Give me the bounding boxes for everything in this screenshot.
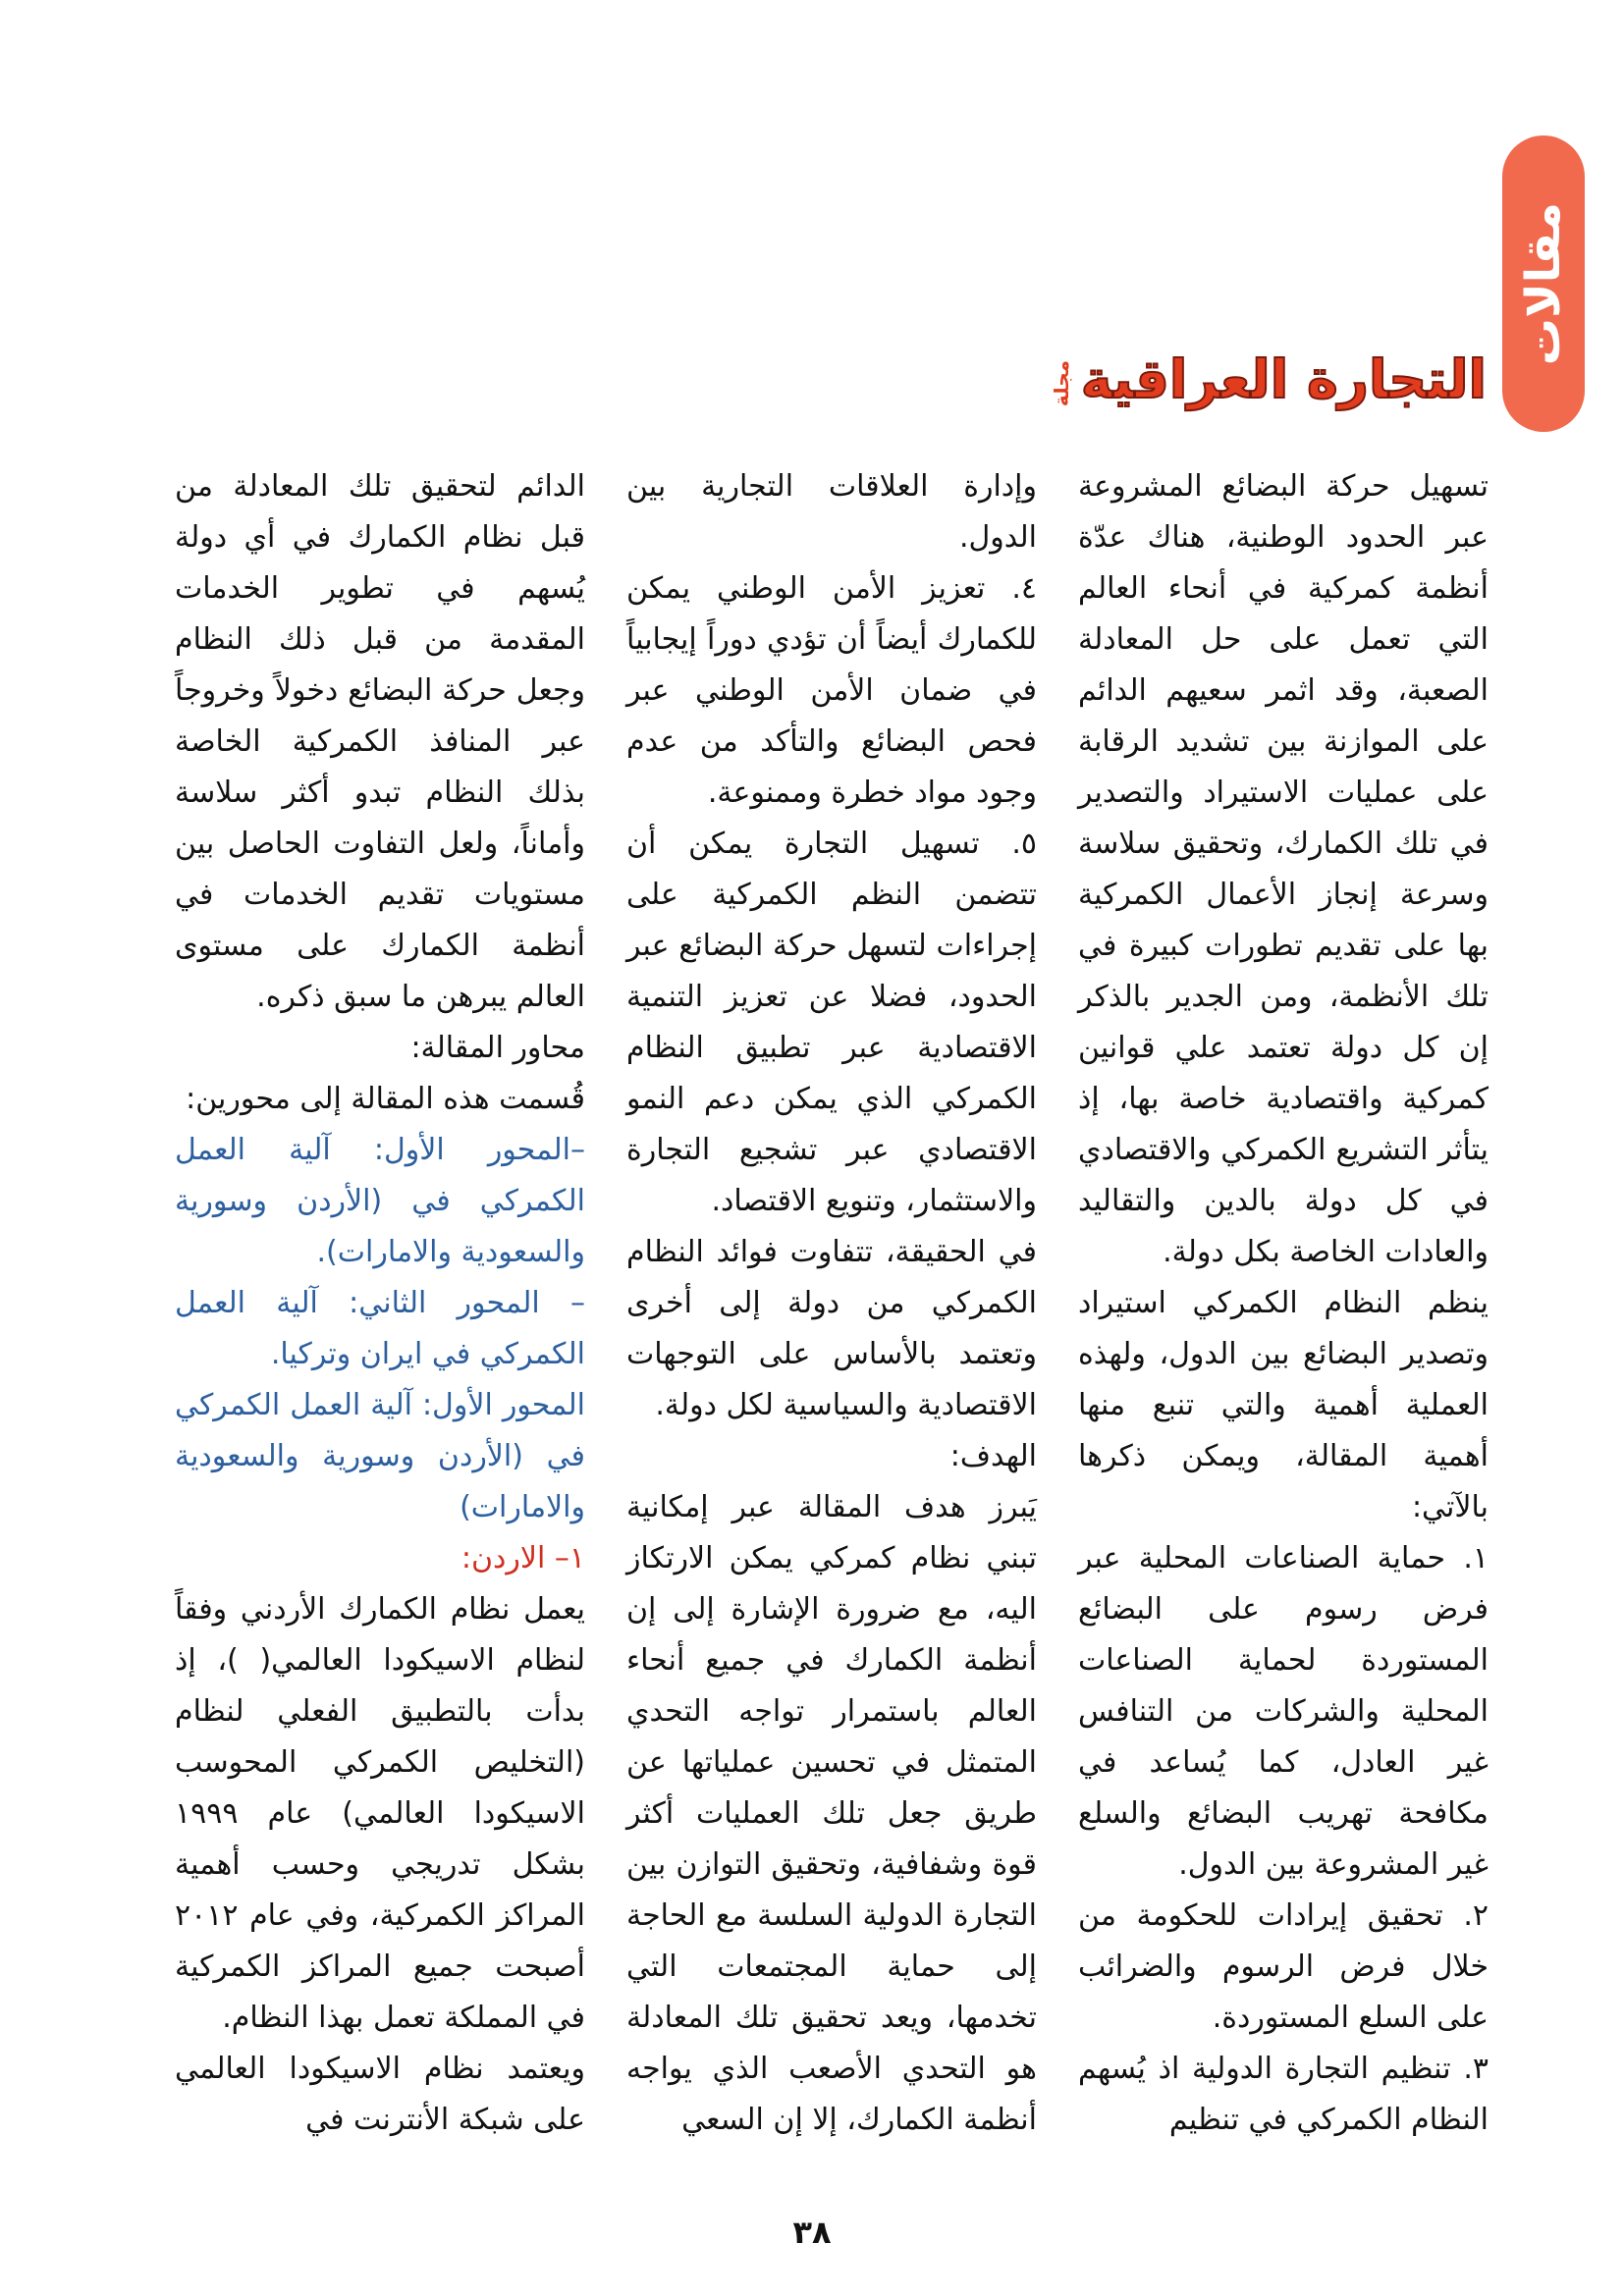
list-item: ٤. تعزيز الأمن الوطني يمكن للكمارك أيضاً أن تؤدي دوراً إيجابياً في ضمان الأمن الوطني عبر فحص البضائع والتأكد من عدم وجود مواد خطرة وممنوعة. [626,571,1037,810]
paragraph: يَبرز هدف المقالة عبر إمكانية تبني نظام كمركي يمكن الارتكاز اليه، مع ضرورة الإشارة إلى إن أنظمة الكمارك في جميع أنحاء العالم باستمرار تواجه التحدي المتمثل في تحسين عملياتها عن طريق جعل تلك العمليات أكثر قوة وشفافية، وتحقيق التوازن بين التجارة الدولية السلسة مع الحاجة إلى حماية المجتمعات التي تخدمها، ويعد تحقيق تلك المعادلة هو التحدي الأصعب الذي يواجه أنظمة الكمارك، إلا إن السعي [626,1490,1037,2137]
section-tab-label: مقالات [1516,201,1571,366]
magazine-masthead [1049,348,1487,410]
paragraph: الدائم لتحقيق تلك المعادلة من قبل نظام الكمارك في أي دولة يُسهم في تطوير الخدمات المقدمة من قبل ذلك النظام وجعل حركة البضائع دخولاً وخروجاً عبر المنافذ الكمركية الخاصة بذلك النظام تبدو أكثر سلاسة وأماناً، ولعل التفاوت الحاصل بين مستويات تقديم الخدمات في أنظمة الكمارك على مستوى العالم يبرهن ما سبق ذكره. [175,469,585,1014]
paragraph: في الحقيقة، تتفاوت فوائد النظام الكمركي من دولة إلى أخرى وتعتمد بالأساس على التوجهات الاقتصادية والسياسية لكل دولة. [626,1235,1037,1422]
column-right [1078,461,1489,2146]
masthead-small: مجلة [1049,359,1073,406]
list-item: ٢. تحقيق إيرادات للحكومة من خلال فرض الرسوم والضرائب على السلع المستوردة. [1078,1898,1489,2035]
axis-two-item: – المحور الثاني: آلية العمل الكمركي في ايران وتركيا. [175,1286,585,1371]
list-item: ١. حماية الصناعات المحلية عبر فرض رسوم على البضائع المستوردة لحماية الصناعات المحلية والشركات من التنافس غير العادل، كما يُساعد في مكافحة تهريب البضائع والسلع غير المشروعة بين الدول. [1078,1541,1489,1882]
section-heading: الهدف: [949,1439,1037,1473]
axis-one-heading: المحور الأول: آلية العمل الكمركي في (الأردن وسورية والسعودية والامارات) [175,1388,585,1524]
section-heading: محاور المقالة: [410,1031,585,1065]
column-left [175,461,585,2146]
article-columns [175,461,1489,2146]
paragraph: تسهيل حركة البضائع المشروعة عبر الحدود الوطنية، هناك عدّة أنظمة كمركية في أنحاء العالم التي تعمل على حل المعادلة الصعبة، وقد اثمر سعيهم الدائم على الموازنة بين تشديد الرقابة على عمليات الاستيراد والتصدير في تلك الكمارك، وتحقيق سلاسة وسرعة إنجاز الأعمال الكمركية بها على تقديم تطورات كبيرة في تلك الأنظمة، ومن الجدير بالذكر إن كل دولة تعتمد علي قوانين كمركية واقتصادية خاصة بها، إذ يتأثر التشريع الكمركي والاقتصادي في كل دولة بالدين والتقاليد والعادات الخاصة بكل دولة. [1078,469,1489,1269]
section-tab [1502,135,1585,432]
list-item: ٣. تنظيم التجارة الدولية اذ يُسهم النظام الكمركي في تنظيم [1078,2052,1489,2137]
page-number: ٣٨ [792,2214,832,2251]
list-item: ٥. تسهيل التجارة يمكن أن تتضمن النظم الكمركية على إجراءات لتسهل حركة البضائع عبر الحدود، فضلا عن تعزيز التنمية الاقتصادية عبر تطبيق النظام الكمركي الذي يمكن دعم النمو الاقتصادي عبر تشجيع التجارة والاستثمار، وتنويع الاقتصاد. [626,827,1037,1218]
paragraph: قُسمت هذه المقالة إلى محورين: [186,1082,585,1116]
column-middle [626,461,1037,2146]
paragraph: وإدارة العلاقات التجارية بين الدول. [626,469,1037,555]
masthead-title: التجارة العراقية [1080,348,1487,410]
jordan-heading: ١– الاردن: [460,1541,585,1575]
axis-one-item: –المحور الأول: آلية العمل الكمركي في (الأردن وسورية والسعودية والامارات). [175,1133,585,1269]
paragraph: يعمل نظام الكمارك الأردني وفقاً لنظام الاسيكودا العالمي( )، إذ بدأت بالتطبيق الفعلي لنظام (التخليص الكمركي المحوسب الاسيكودا العالمي) عام ١٩٩٩ بشكل تدريجي وحسب أهمية المراكز الكمركية، وفي عام ٢٠١٢ أصبحت جميع المراكز الكمركية في المملكة تعمل بهذا النظام. [175,1592,585,2035]
paragraph: ينظم النظام الكمركي استيراد وتصدير البضائع بين الدول، ولهذه العملية أهمية والتي تنبع منها أهمية المقالة، ويمكن ذكرها بالآتي: [1078,1286,1489,1524]
paragraph: ويعتمد نظام الاسيكودا العالمي على شبكة الأنترنت في [175,2052,585,2137]
